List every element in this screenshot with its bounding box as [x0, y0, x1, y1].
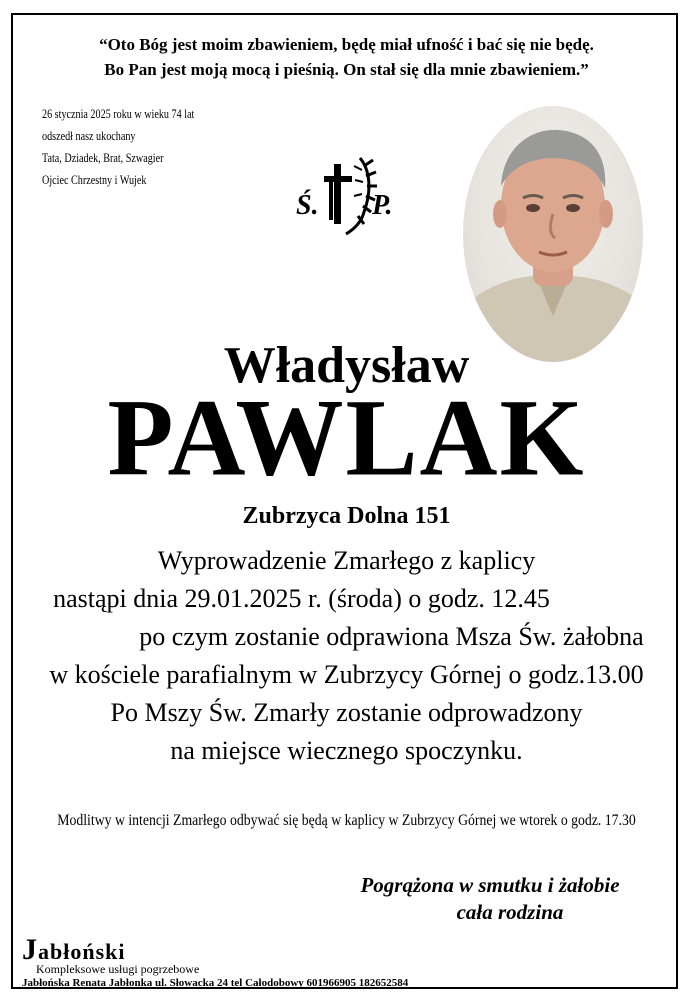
funeral-home-contact: Jabłońska Renata Jabłonka ul. Słowacka 24 tel Całodobowy 601966905 182652584: [22, 977, 409, 989]
funeral-announcement: [0, 542, 693, 770]
sp-cross-emblem: [292, 150, 402, 240]
intro-line: 26 stycznia 2025 roku w wieku 74 lat: [42, 106, 195, 121]
prayers-info: Modlitwy w intencji Zmarłego odbywać się będą w kaplicy w Zubrzycy Górnej we wtorek o godz. 17.30: [57, 812, 636, 829]
portrait-photo: [463, 106, 643, 362]
family-line-2: cała rodzina: [456, 900, 564, 924]
bible-quote-line-2: Bo Pan jest moją mocą i pieśnią. On stał się dla mnie zbawieniem.”: [104, 60, 589, 79]
announcement-line: nastąpi dnia 29.01.2025 r. (środa) o godz. 12.45: [53, 584, 550, 613]
family-signature: [320, 872, 660, 926]
deceased-first-name: Władysław: [223, 337, 470, 394]
sp-left-text: Ś.: [296, 190, 319, 221]
intro-text: [42, 103, 194, 191]
deceased-address: Zubrzyca Dolna 151: [242, 503, 451, 529]
family-line-1: Pogrążona w smutku i żałobie: [360, 873, 620, 897]
announcement-line: po czym zostanie odprawiona Msza Św. żałobna: [139, 622, 644, 651]
intro-line: odszedł nasz ukochany: [42, 128, 136, 143]
announcement-line: Po Mszy Św. Zmarły zostanie odprowadzony: [110, 698, 583, 727]
announcement-line: w kościele parafialnym w Zubrzycy Górnej o godz.13.00: [49, 660, 644, 689]
intro-line: Ojciec Chrzestny i Wujek: [42, 172, 147, 187]
announcement-line: Wyprowadzenie Zmarłego z kaplicy: [157, 546, 536, 575]
portrait-figure: [463, 106, 643, 362]
intro-line: Tata, Dziadek, Brat, Szwagier: [42, 150, 164, 165]
cross-with-palm-icon: [320, 150, 380, 240]
funeral-home-subtitle: Kompleksowe usługi pogrzebowe: [36, 962, 200, 976]
sp-right-text: P.: [372, 190, 393, 221]
bible-quote-line-1: “Oto Bóg jest moim zbawieniem, będę miał ufność i bać się nie będę.: [99, 35, 594, 54]
logo-name: abłoński: [38, 939, 126, 964]
funeral-home-logo: [22, 933, 622, 966]
funeral-home-footer: [22, 933, 622, 990]
deceased-surname: PAWLAK: [107, 377, 586, 500]
announcement-line: na miejsce wiecznego spoczynku.: [170, 736, 523, 765]
logo-initial: J: [22, 933, 38, 966]
